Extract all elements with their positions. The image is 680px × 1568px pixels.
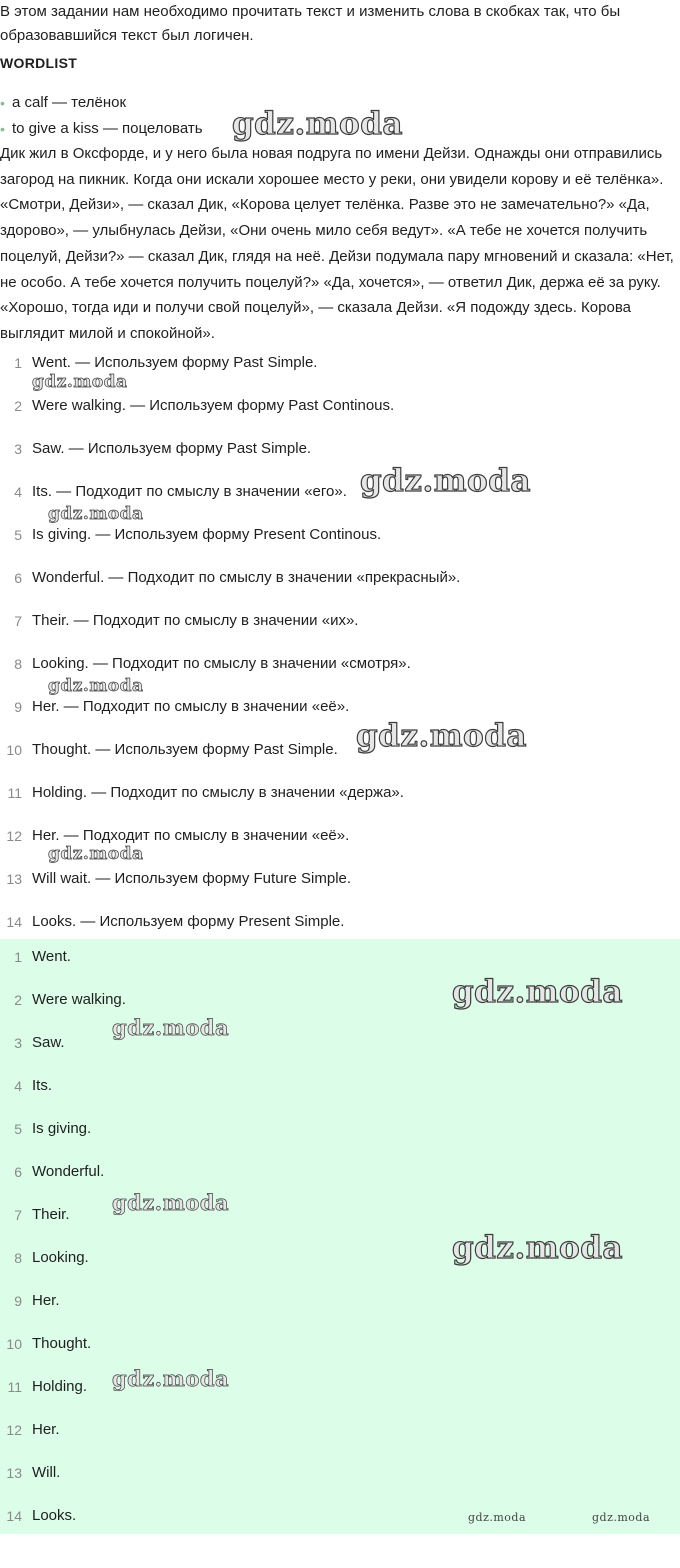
answer-item bbox=[0, 1419, 680, 1462]
bullet-icon: • bbox=[0, 95, 5, 111]
item-number: 5 bbox=[14, 1121, 22, 1137]
item-text: Will wait. — Используем форму Future Simple. bbox=[32, 870, 352, 887]
watermark: gdz.moda bbox=[112, 1366, 230, 1391]
answer-item bbox=[0, 1161, 680, 1204]
watermark: gdz.moda bbox=[48, 504, 144, 524]
answer-item bbox=[0, 1118, 680, 1161]
task-intro: В этом задании нам необходимо прочитать текст и изменить слова в скобках так, что бы образовавшийся текст был логичен. bbox=[0, 3, 621, 44]
item-text: Went. bbox=[32, 948, 71, 965]
item-number: 9 bbox=[14, 1293, 22, 1309]
explanation-item bbox=[0, 825, 680, 868]
watermark: gdz.moda bbox=[452, 974, 623, 1010]
item-text: Thought. — Используем форму Past Simple. bbox=[32, 741, 338, 758]
explanation-item bbox=[0, 352, 680, 395]
answer-item bbox=[0, 1505, 680, 1548]
explanation-item bbox=[0, 782, 680, 825]
item-number: 8 bbox=[14, 1250, 22, 1266]
item-number: 14 bbox=[6, 914, 22, 930]
watermark: gdz.moda bbox=[592, 1511, 651, 1524]
item-text: Wonderful. bbox=[32, 1163, 105, 1180]
item-text: Her. bbox=[32, 1421, 60, 1438]
item-number: 1 bbox=[14, 355, 22, 371]
wordlist-item bbox=[0, 90, 203, 116]
answer-item bbox=[0, 1290, 680, 1333]
explanation-item bbox=[0, 696, 680, 739]
answer-item bbox=[0, 1075, 680, 1118]
item-number: 11 bbox=[7, 1379, 22, 1395]
item-number: 10 bbox=[6, 1336, 22, 1352]
explanation-list bbox=[0, 352, 680, 954]
item-text: Holding. — Подходит по смыслу в значении «держа». bbox=[32, 784, 404, 801]
item-number: 3 bbox=[14, 441, 22, 457]
item-number: 12 bbox=[6, 828, 22, 844]
answer-item bbox=[0, 1462, 680, 1505]
wordlist-item-text: a calf — телёнок bbox=[12, 94, 127, 111]
item-number: 14 bbox=[6, 1508, 22, 1524]
item-text: Her. bbox=[32, 1292, 60, 1309]
answer-item bbox=[0, 946, 680, 989]
wordlist bbox=[0, 90, 203, 142]
item-number: 11 bbox=[7, 785, 22, 801]
watermark: gdz.moda bbox=[32, 372, 128, 392]
explanation-item bbox=[0, 868, 680, 911]
item-number: 7 bbox=[14, 613, 22, 629]
explanation-item bbox=[0, 395, 680, 438]
watermark: gdz.moda bbox=[356, 718, 527, 754]
item-text: Is giving. — Используем форму Present Continous. bbox=[32, 526, 382, 543]
item-text: Its. bbox=[32, 1077, 53, 1094]
explanation-item bbox=[0, 610, 680, 653]
explanation-item bbox=[0, 524, 680, 567]
item-number: 2 bbox=[14, 992, 22, 1008]
item-number: 12 bbox=[6, 1422, 22, 1438]
wordlist-title: WORDLIST bbox=[0, 55, 78, 71]
bullet-icon: • bbox=[0, 121, 5, 137]
answer-item bbox=[0, 1376, 680, 1419]
answer-item bbox=[0, 989, 680, 1032]
item-number: 13 bbox=[6, 871, 22, 887]
answer-item bbox=[0, 1247, 680, 1290]
wordlist-item-text: to give a kiss — поцеловать bbox=[12, 120, 203, 137]
watermark: gdz.moda bbox=[48, 676, 144, 696]
watermark: gdz.moda bbox=[452, 1230, 623, 1266]
item-number: 9 bbox=[14, 699, 22, 715]
explanation-item bbox=[0, 567, 680, 610]
watermark: gdz.moda bbox=[112, 1190, 230, 1215]
item-text: Were walking. bbox=[32, 991, 126, 1008]
item-number: 6 bbox=[14, 570, 22, 586]
item-number: 4 bbox=[14, 484, 22, 500]
item-text: Looking. — Подходит по смыслу в значении «смотря». bbox=[32, 655, 411, 672]
wordlist-item bbox=[0, 116, 203, 142]
item-text: Thought. bbox=[32, 1335, 92, 1352]
item-text: Wonderful. — Подходит по смыслу в значении «прекрасный». bbox=[32, 569, 461, 586]
item-text: Saw. bbox=[32, 1034, 65, 1051]
watermark: gdz.moda bbox=[468, 1511, 527, 1524]
watermark: gdz.moda bbox=[232, 106, 403, 142]
item-text: Looks. — Используем форму Present Simple. bbox=[32, 913, 345, 930]
item-text: Their. bbox=[32, 1206, 70, 1223]
item-number: 8 bbox=[14, 656, 22, 672]
answer-item bbox=[0, 1204, 680, 1247]
item-number: 2 bbox=[14, 398, 22, 414]
watermark: gdz.moda bbox=[360, 463, 531, 499]
answer-item bbox=[0, 1032, 680, 1075]
watermark: gdz.moda bbox=[112, 1015, 230, 1040]
story-text: Дик жил в Оксфорде, и у него была новая подруга по имени Дейзи. Однажды они отправились загород на пикник. Когда они искали хорошее место у реки, они увидели корову и её телёнка». «Смотри, Дейзи», — сказал Дик, «Корова целует телёнка. Разве это не замечательно?» «Да, здорово», — улыбнулась Дейзи, «Они очень мило себя ведут». «А тебе не хочется получить поцелуй, Дейзи?» — сказал Дик, глядя на неё. Дейзи подумала пару мгновений и сказала: «Нет, не особо. А тебе хочется получить поцелуй?» «Да, хочется», — ответил Дик, держа её за руку. «Хорошо, тогда иди и получи свой поцелуй», — сказала Дейзи. «Я подожду здесь. Корова выглядит милой и спокойной». bbox=[0, 145, 674, 342]
watermark: gdz.moda bbox=[48, 844, 144, 864]
item-number: 7 bbox=[14, 1207, 22, 1223]
item-number: 13 bbox=[6, 1465, 22, 1481]
explanation-item bbox=[0, 653, 680, 696]
answer-item bbox=[0, 1333, 680, 1376]
item-text: Looks. bbox=[32, 1507, 77, 1524]
item-number: 5 bbox=[14, 527, 22, 543]
item-text: Holding. bbox=[32, 1378, 88, 1395]
answers-list bbox=[0, 946, 680, 1548]
item-text: Were walking. — Используем форму Past Continous. bbox=[32, 397, 395, 414]
explanation-item bbox=[0, 739, 680, 782]
item-text: Her. — Подходит по смыслу в значении «её». bbox=[32, 698, 350, 715]
explanation-item bbox=[0, 481, 680, 524]
item-text: Looking. bbox=[32, 1249, 89, 1266]
item-text: Their. — Подходит по смыслу в значении «их». bbox=[32, 612, 359, 629]
item-text: Will. bbox=[32, 1464, 61, 1481]
explanation-item bbox=[0, 438, 680, 481]
item-number: 6 bbox=[14, 1164, 22, 1180]
item-text: Is giving. bbox=[32, 1120, 92, 1137]
item-number: 4 bbox=[14, 1078, 22, 1094]
item-text: Saw. — Используем форму Past Simple. bbox=[32, 440, 312, 457]
item-text: Her. — Подходит по смыслу в значении «её». bbox=[32, 827, 350, 844]
item-text: Its. — Подходит по смыслу в значении «его». bbox=[32, 483, 347, 500]
item-text: Went. — Используем форму Past Simple. bbox=[32, 354, 318, 371]
item-number: 10 bbox=[6, 742, 22, 758]
item-number: 3 bbox=[14, 1035, 22, 1051]
item-number: 1 bbox=[14, 949, 22, 965]
